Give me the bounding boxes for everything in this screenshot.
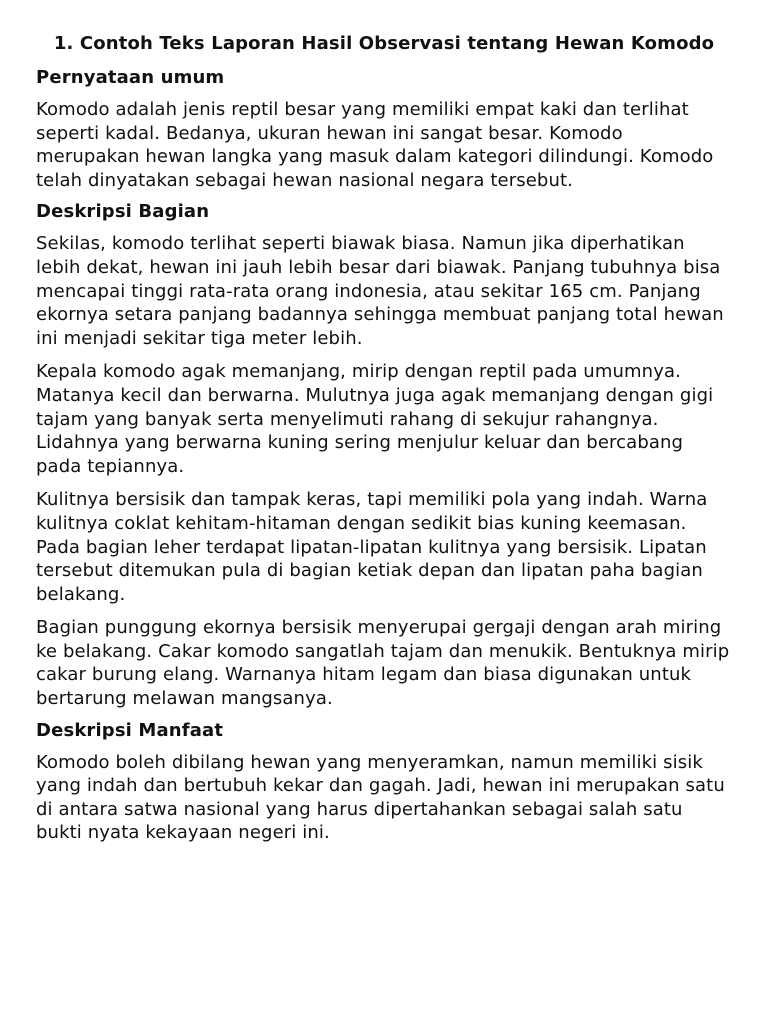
section-heading: Deskripsi Manfaat [36,719,224,741]
section-heading: Pernyataan umum [36,67,225,88]
paragraph: Kepala komodo agak memanjang, mirip dengan reptil pada umumnya. Matanya kecil dan berwarna. Mulutnya juga agak memanjang dengan gigi tajam yang banyak serta menyelimuti rahang di sekujur rahangnya. Lidahnya yang berwarna kuning sering menjulur keluar dan bercabang pada tepiannya. [36,361,714,477]
paragraph: Bagian punggung ekornya bersisik menyerupai gergaji dengan arah miring ke belakang. Cakar komodo sangatlah tajam dan menukik. Bentuknya mirip cakar burung elang. Warnanya hitam legam dan biasa digunakan untuk bertarung melawan mangsanya. [36,617,730,710]
section-pernyataan-umum [36,66,732,192]
paragraph: Komodo adalah jenis reptil besar yang memiliki empat kaki dan terlihat seperti kadal. Bedanya, ukuran hewan ini sangat besar. Komodo merupakan hewan langka yang masuk dalam kategori dilindungi. Komodo telah dinyatakan sebagai hewan nasional negara tersebut. [36,99,714,191]
paragraph: Komodo boleh dibilang hewan yang menyeramkan, namun memiliki sisik yang indah dan bertubuh kekar dan gagah. Jadi, hewan ini merupakan satu di antara satwa nasional yang harus dipertahankan sebagai salah satu bukti nyata kekayaan negeri ini. [36,751,725,844]
section-deskripsi-bagian [36,200,732,710]
section-heading: Deskripsi Bagian [36,201,210,223]
paragraph: Kulitnya bersisik dan tampak keras, tapi memiliki pola yang indah. Warna kulitnya coklat kehitam-hitaman dengan sedikit bias kuning keemasan. Pada bagian leher terdapat lipatan-lipatan kulitnya yang bersisik. Lipatan tersebut ditemukan pula di bagian ketiak depan dan lipatan paha bagian belakang. [36,489,708,605]
document-title: 1. Contoh Teks Laporan Hasil Observasi tentang Hewan Komodo [53,33,715,54]
paragraph: Sekilas, komodo terlihat seperti biawak biasa. Namun jika diperhatikan lebih dekat, hewan ini jauh lebih besar dari biawak. Panjang tubuhnya bisa mencapai tinggi rata-rata orang indonesia, atau sekitar 165 cm. Panjang ekornya setara panjang badannya sehingga membuat panjang total hewan ini menjadi sekitar tiga meter lebih. [36,233,724,349]
section-deskripsi-manfaat [36,719,732,845]
